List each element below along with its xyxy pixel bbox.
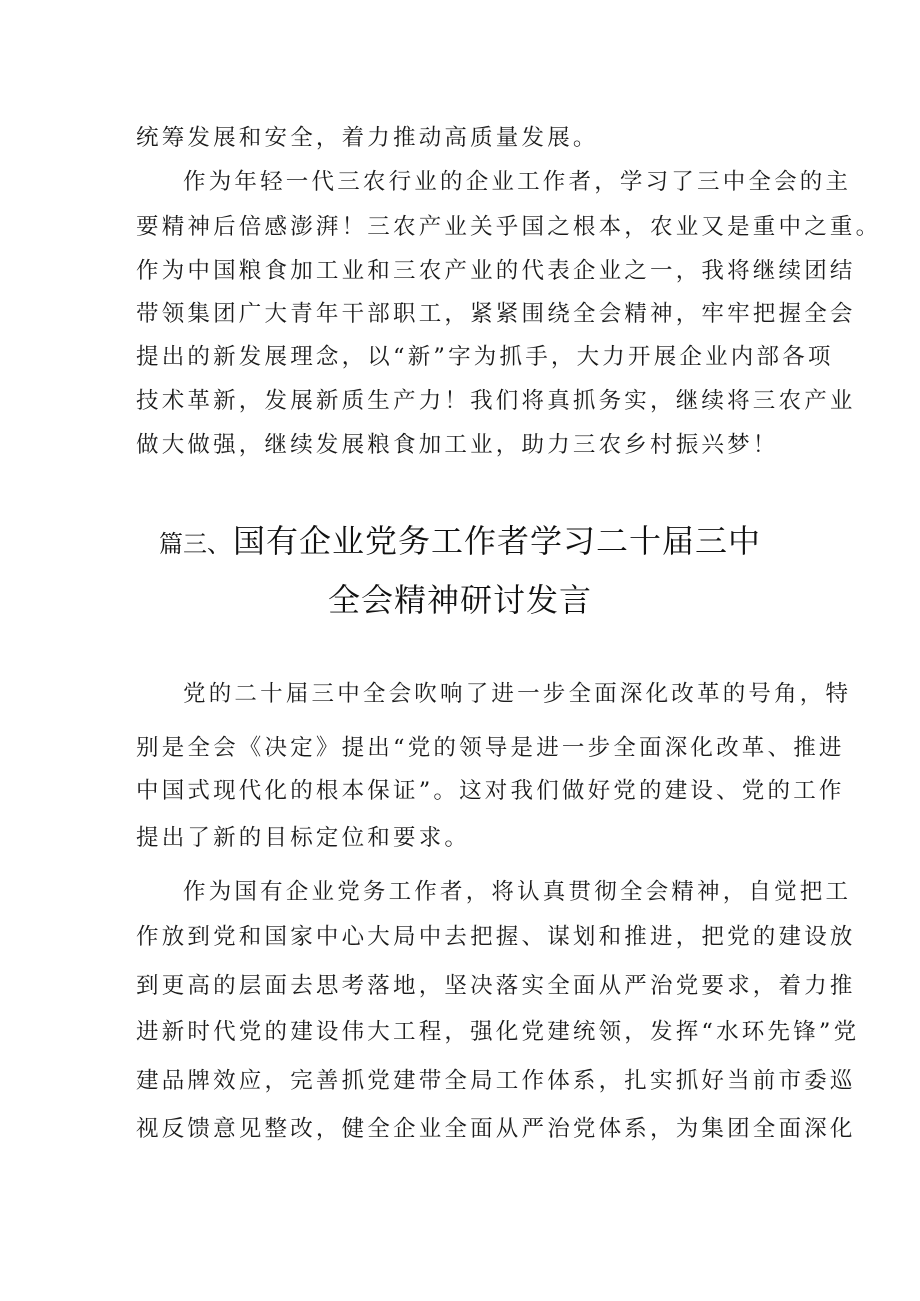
paragraph-line: 要精神后倍感澎湃！三农产业关乎国之根本，农业又是重中之重。 — [136, 214, 882, 240]
paragraph-line: 带领集团广大青年干部职工，紧紧围绕全会精神，牢牢把握全会 — [136, 301, 856, 327]
paragraph-line: 作为国有企业党务工作者，将认真贯彻全会精神，自觉把工 — [183, 879, 852, 905]
paragraph-line: 中国式现代化的根本保证”。这对我们做好党的建设、党的工作 — [136, 778, 845, 804]
paragraph-line: 建品牌效应，完善抓党建带全局工作体系，扎实抓好当前市委巡 — [136, 1068, 856, 1094]
paragraph-line: 做大做强，继续发展粮食加工业，助力三农乡村振兴梦！ — [136, 432, 779, 458]
paragraph-line: 提出的新发展理念，以“新”字为抓手，大力开展企业内部各项 — [136, 344, 834, 370]
section-heading-prefix: 篇三、 — [158, 530, 231, 558]
paragraph-line: 提出了新的目标定位和要求。 — [136, 825, 471, 851]
section-heading-line-2: 全会精神研讨发言 — [327, 581, 592, 619]
paragraph-line: 作放到党和国家中心大局中去把握、谋划和推进，把党的建设放 — [136, 924, 856, 950]
paragraph-line: 党的二十届三中全会吹响了进一步全面深化改革的号角，特 — [183, 681, 852, 707]
section-heading-title: 国有企业党务工作者学习二十届三中 — [232, 522, 761, 560]
paragraph-line: 技术革新，发展新质生产力！我们将真抓务实，继续将三农产业 — [136, 388, 856, 414]
paragraph-line: 作为年轻一代三农行业的企业工作者，学习了三中全会的主 — [183, 169, 852, 195]
paragraph-line: 到更高的层面去思考落地，坚决落实全面从严治党要求，着力推 — [136, 973, 856, 999]
paragraph-line: 统筹发展和安全，着力推动高质量发展。 — [136, 125, 599, 151]
section-heading-line-1 — [0, 519, 920, 563]
paragraph-line: 进新时代党的建设伟大工程，强化党建统领，发挥“水环先锋”党 — [136, 1019, 860, 1045]
paragraph-line: 作为中国粮食加工业和三农产业的代表企业之一，我将继续团结 — [136, 258, 856, 284]
paragraph-line: 视反馈意见整改，健全企业全面从严治党体系，为集团全面深化 — [136, 1116, 856, 1142]
paragraph-line: 别是全会《决定》提出“党的领导是进一步全面深化改革、推进 — [136, 735, 845, 761]
